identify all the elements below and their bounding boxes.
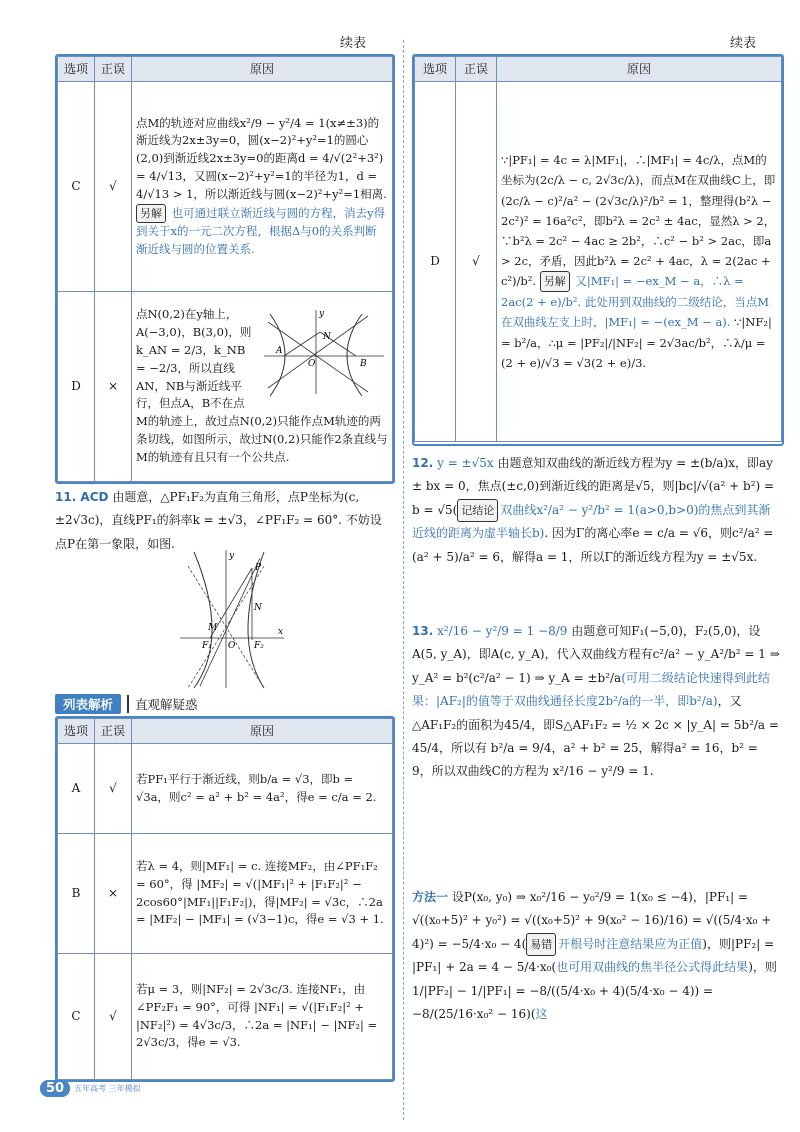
section-heading (55, 694, 198, 714)
question-12 (412, 452, 780, 569)
left-top-table (57, 56, 393, 482)
reason-text: ∵|PF₁| = 4c = λ|MF₁|，∴|MF₁| = 4c/λ，点M的坐标为(2c/λ − c, 2√3c/λ)，而点M在双曲线C上，即(2c/λ − c)²/a² − (2√3c/λ)²/b² = 1，整理得(b²λ − 2c²)² = 16a²c²，即b²λ = 2c² ± 4ac，显然λ > 2，∵b²λ = 2c² − 4ac ≥ 2b²，∴c² − b² > 2ac，即a > 2c，矛盾，因此b²λ = 2c² + 4ac，λ = 2(2ac + c²)/b². (501, 153, 776, 288)
note-text-3: 这 (535, 1007, 548, 1021)
header-option: 选项 (58, 719, 95, 744)
fig-label-x: x (278, 627, 284, 637)
table-row (58, 834, 393, 954)
note-text: 也可通过联立渐近线与圆的方程，消去y得到关于x的一元二次方程，根据Δ与0的关系判断渐近线与圆的位置关系. (136, 205, 386, 256)
reason-text: 点N(0,2)在y轴上，A(−3,0)，B(3,0)，则k_AN = 2/3，k_NB = −2/3，所以直线AN，NB与渐近线平行，但点A，B不在点M的轨迹上，故过点N(0,2)只能作点M轨迹的两条切线，如图所示，故过N(0,2)只能作2条直线与M的轨迹有且只有一个公共点. (136, 307, 388, 464)
header-reason: 原因 (497, 57, 782, 82)
reason-cell (132, 82, 393, 292)
answer: x²/16 − y²/9 = 1 −8/9 (437, 624, 568, 638)
question-text: 由题意可知F₁(−5,0)，F₂(5,0)，设A(5, y_A)，即A(c, y_A)，代入双曲线方程有c²/a² − y_A²/b² = 1 ⇒ y_A² = b²(c²/a² − 1) ⇒ y_A = ±b²/a (412, 624, 780, 685)
header-reason: 原因 (132, 57, 393, 82)
header-judge: 正误 (456, 57, 497, 82)
judge-cell: √ (456, 82, 497, 442)
triangle-figure (180, 548, 286, 690)
table-row (58, 954, 393, 1080)
note-tag: 记结论 (457, 499, 498, 522)
table-row (58, 292, 393, 482)
fig-label-o: O (308, 359, 316, 370)
option-cell: A (58, 744, 95, 834)
note-text: 又|MF₁| = −ex_M − a，∴λ = 2ac(2 + e)/b². 此处用到双曲线的二级结论，当点M在双曲线左支上时，|MF₁| = −(ex_M − a). (501, 274, 770, 330)
reason-cell: 若PF₁平行于渐近线，则b/a = √3，即b = √3a，则c² = a² + b² = 4a²，得e = c/a = 2. (132, 744, 393, 834)
judge-cell: × (95, 834, 132, 954)
table-row (415, 82, 782, 442)
option-cell: B (58, 834, 95, 954)
fig-label-b: B (360, 359, 367, 370)
judge-cell: × (95, 292, 132, 482)
question-text: 由题意知双曲线的渐近线方程为y = ±(b/a)x，即ay ± bx = 0，焦点(±c,0)到渐近线的距离是√5，则|bc|/√(a² + b²) = b = √5( (412, 456, 775, 517)
column-divider (403, 40, 404, 1120)
fig-label-a: A (276, 346, 283, 357)
question-text-2: ，又△AF₁F₂的面积为45/4，即S△AF₁F₂ = ½ × 2c × |y_A| = 5b²/a = 45/4，所以有 b²/a = 9/4，a² + b² = 25，解得a² = 16，b² = 9，所以双曲线C的方程为 x²/16 − y²/9 = 1. (412, 694, 779, 779)
header-option: 选项 (58, 57, 95, 82)
fig-label-y: y (319, 309, 325, 320)
left-bottom-table-frame (55, 716, 395, 1082)
answer: y = ±√5x (437, 456, 494, 470)
method-text: 设P(x₀, y₀) ⇒ x₀²/16 − y₀²/9 = 1(x₀ ≤ −4)，|PF₁| = √((x₀+5)² + y₀²) = √((x₀+5)² + 9(x₀² − 16)/16) = √((5/4·x₀ + 4)²) = −5/4·x₀ − 4( (412, 890, 772, 951)
method-label: 方法一 (412, 890, 449, 904)
reason-cell: 若λ = 4，则|MF₁| = c. 连接MF₂，由∠PF₁F₂ = 60°，得 |MF₂| = √(|MF₁|² + |F₁F₂|² − 2cos60°|MF₁||F₁F₂|)，得|MF₂| = √3c，∴2a = |MF₂| − |MF₁| = (√3−1)c，得e = √3 + 1. (132, 834, 393, 954)
option-cell: D (415, 82, 456, 442)
page-footer (40, 1080, 141, 1097)
question-text: 由题意，△PF₁F₂为直角三角形，点P坐标为(c, ±2√3c)，直线PF₁的斜率k = ±√3，∠PF₁F₂ = 60°. 不妨设点P在第一象限，如图. (55, 490, 382, 551)
reason-text: 点M的轨迹对应曲线x²/9 − y²/4 = 1(x≠±3)的渐近线为2x±3y=0，圆(x−2)²+y²=1的圆心(2,0)到渐近线2x±3y=0的距离d = 4/√(2²+3²) = 4/√13，又圆(x−2)²+y²=1的半径为1，d = 4/√13 > 1，所以渐近线与圆(x−2)²+y²=1相离. (136, 115, 387, 201)
note-text: (可用二级结论快速得到此结果：|AF₂|的值等于双曲线通径长度2b²/a的一半，即b²/a) (412, 670, 770, 709)
brand-logo: 五年高考 三年模拟 (74, 1084, 141, 1093)
right-table (414, 56, 782, 442)
question-13 (412, 620, 780, 784)
question-number: 12. (412, 456, 434, 470)
method-text-2: )，则|PF₂| = |PF₁| + 2a = 4 − 5/4·x₀( (412, 936, 775, 975)
header-option: 选项 (415, 57, 456, 82)
reason-cell (132, 292, 393, 482)
fig-label-n: N (254, 603, 262, 613)
page-number: 50 (40, 1080, 70, 1097)
continued-label-left: 续表 (340, 36, 367, 51)
fig-label-o: O (228, 641, 236, 651)
reason-cell: 若μ = 3，则|NF₂| = 2√3c/3. 连接NF₁，由∠PF₂F₁ = 90°，可得 |NF₁| = √(|F₁F₂|² + |NF₂|²) = 4√3c/3，∴2a = |NF₁| − |NF₂| = 2√3c/3，得e = √3. (132, 954, 393, 1080)
fig-label-f1: F₁ (202, 641, 212, 651)
note-text: 开根号时注意结果应为正值 (558, 936, 703, 951)
reason-end: ∵|NF₂| = b²/a，∴μ = |PF₂|/|NF₂| = 2√3ac/b²，∴λ/μ = (2 + e)/√3 = √3(2 + e)/3. (501, 315, 772, 370)
question-number: 11. ACD (55, 490, 109, 504)
method-text-3: )，则1/|PF₂| − 1/|PF₁| = −8/((5/4·x₀ + 4)(5/4·x₀ − 4)) = −8/(25/16·x₀² − 16)( (412, 960, 777, 1021)
note-text: 双曲线x²/a² − y²/b² = 1(a>0,b>0)的焦点到其渐近线的距离为虚半轴长b) (412, 502, 771, 541)
judge-cell: √ (95, 954, 132, 1080)
left-bottom-table (57, 718, 393, 1080)
question-11 (55, 486, 391, 556)
fig-label-y: y (229, 551, 235, 561)
hyperbola-tangent-figure (260, 306, 388, 398)
note-tag: 另解 (136, 204, 166, 223)
fig-label-n: N (323, 332, 331, 343)
fig-label-f2: F₂ (254, 641, 264, 651)
header-judge: 正误 (95, 719, 132, 744)
question-text-2: . 因为Γ的离心率e = c/a = √6，则c²/a² = (a² + 5)/a² = 6，解得a = 1，所以Γ的渐近线方程为y = ±√5x. (412, 526, 774, 564)
fig-label-m: M (208, 623, 218, 633)
continued-label-right: 续表 (730, 36, 757, 51)
judge-cell: √ (95, 82, 132, 292)
question-number: 13. (412, 624, 434, 638)
section-label: 列表解析 (55, 694, 121, 714)
right-table-frame (412, 54, 784, 446)
option-cell: D (58, 292, 95, 482)
header-judge: 正误 (95, 57, 132, 82)
section-sub: 直观解疑惑 (127, 695, 198, 713)
option-cell: C (58, 954, 95, 1080)
judge-cell: √ (95, 744, 132, 834)
header-reason: 原因 (132, 719, 393, 744)
option-cell: C (58, 82, 95, 292)
reason-cell (497, 82, 782, 442)
note-tag: 易错 (526, 933, 556, 956)
fig-label-p: P (255, 563, 262, 573)
method-one (412, 886, 780, 1026)
table-row (58, 82, 393, 292)
table-row (58, 744, 393, 834)
left-top-table-frame (55, 54, 395, 484)
note-text-2: 也可用双曲线的焦半径公式得此结果 (556, 960, 749, 975)
note-tag: 另解 (540, 271, 570, 292)
